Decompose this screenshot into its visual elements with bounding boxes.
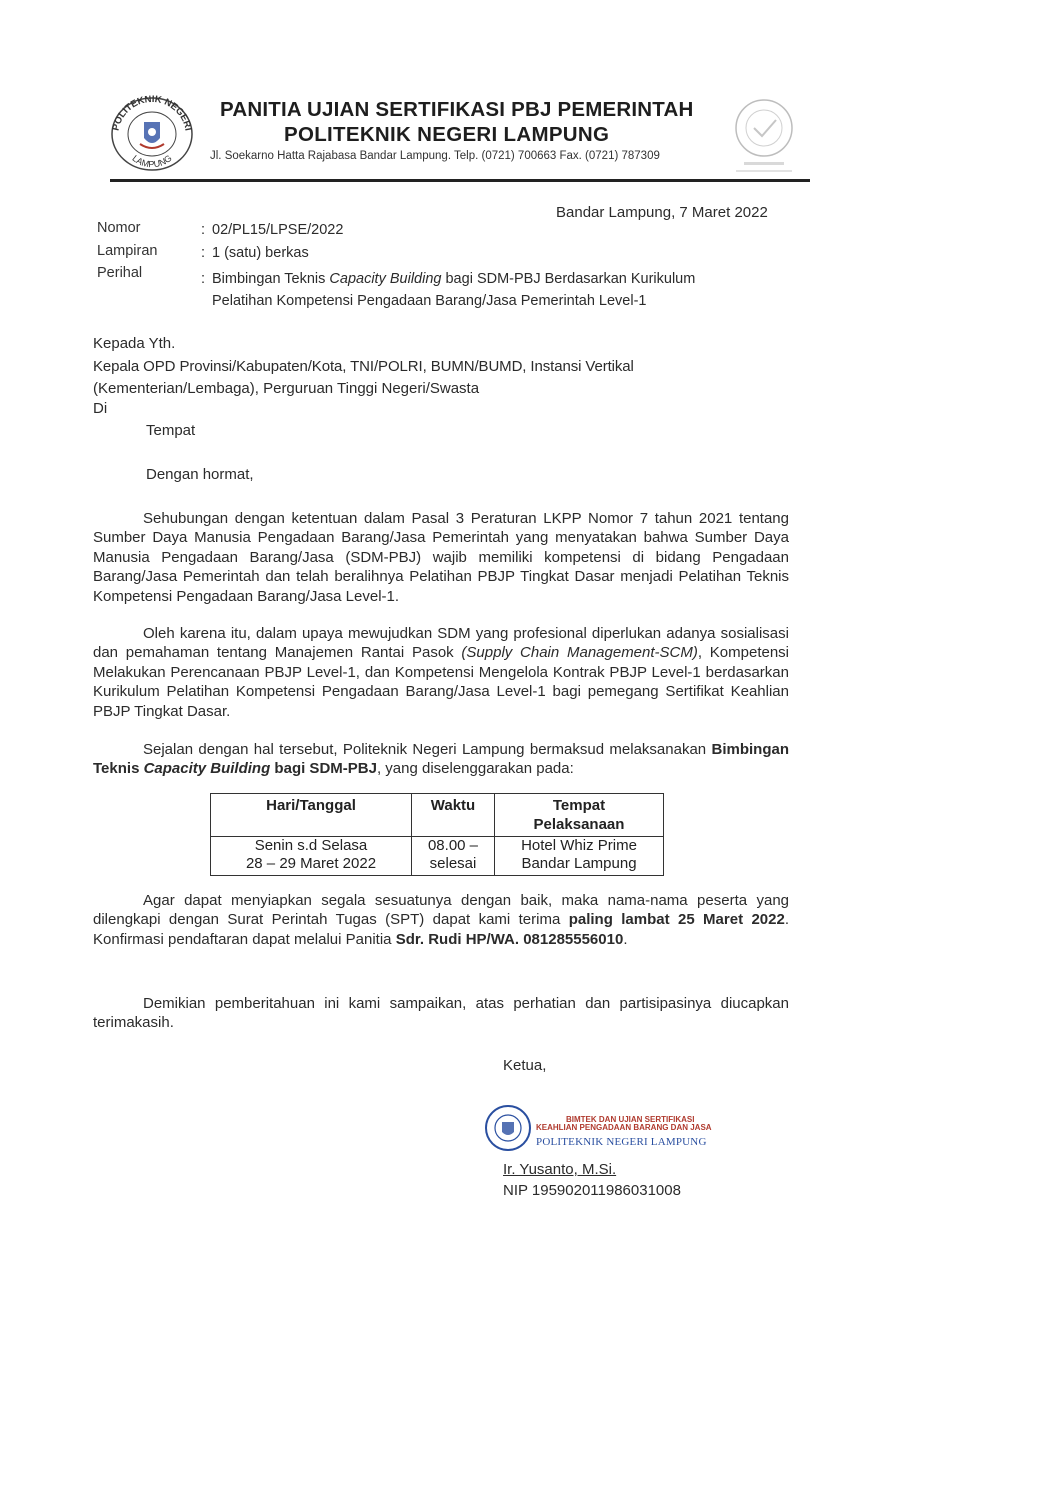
paragraph-4: [93, 891, 789, 949]
schedule-header-row: [211, 794, 664, 837]
org-address: Jl. Soekarno Hatta Rajabasa Bandar Lampung. Telp. (0721) 700663 Fax. (0721) 787309: [210, 150, 660, 162]
lampiran-label: Lampiran: [97, 243, 158, 259]
nomor-label: Nomor: [97, 220, 141, 236]
cell-place: [495, 837, 664, 876]
nomor-colon: :: [201, 222, 206, 238]
recipient-di: Di: [93, 400, 108, 417]
header-waktu: Waktu: [412, 794, 495, 837]
stamp-seal-icon: [484, 1104, 532, 1152]
schedule-row: [211, 837, 664, 876]
paragraph-4-post: .: [623, 930, 628, 948]
paragraph-4-bold1: paling lambat 25 Maret 2022: [568, 911, 785, 929]
header-tempat: [495, 794, 664, 837]
paragraph-3: [93, 740, 789, 779]
org-name-line2: POLITEKNIK NEGERI LAMPUNG: [284, 123, 610, 146]
paragraph-2: [93, 624, 789, 721]
header-tempat-text: Tempat Pelaksanaan: [533, 797, 625, 833]
greeting: Dengan hormat,: [146, 466, 254, 483]
paragraph-4-pre: Agar dapat menyiapkan segala sesuatunya dengan baik, maka nama-nama peserta yang dilengkapi dengan Surat Perintah Tugas (SPT) dapat kami terima: [93, 892, 789, 929]
cell-time-line2: selesai: [429, 855, 477, 872]
paragraph-2-post: , Kompetensi Melakukan Perencanaan PBJP Level-1, dan Kompetensi Mengelola Kontrak PBJP Level-1 berdasarkan Kurikulum Pelatihan Kompetensi Pengadaan Barang/Jasa Level-1 bagi pemegang Sertifikat Keahlian PBJP Tingkat Dasar.: [93, 644, 790, 720]
cell-time-line1: 08.00 –: [427, 837, 479, 854]
paragraph-3-bold1: Bimbingan Teknis: [93, 741, 789, 778]
paragraph-2-italic: (Supply Chain Management-SCM): [461, 644, 698, 662]
paragraph-5: [93, 994, 789, 1033]
paragraph-1-text: Sehubungan dengan ketentuan dalam Pasal 3 Peraturan LKPP Nomor 7 tahun 2021 tentang Sumber Daya Manusia Pengadaan Barang/Jasa Pemerintah yang menyatakan bahwa Sumber Daya Manusia Pengadaan Barang/Jasa (SDM-PBJ) wajib memiliki kompetensi di bidang Pengadaan Barang/Jasa Pemerintah dan telah beralihnya Pelatihan PBJP Tingkat Dasar menjadi Pelatihan Teknis Kompetensi Pengadaan Barang/Jasa Level-1.: [93, 510, 789, 605]
perihal-value: [212, 271, 695, 287]
paragraph-1: [93, 509, 789, 606]
logo-text-top: POLITEKNIK NEGERI: [110, 93, 194, 132]
lampiran-colon: :: [201, 245, 206, 261]
stamp-text-line3: POLITEKNIK NEGERI LAMPUNG: [536, 1136, 707, 1148]
signer-name: Ir. Yusanto, M.Si.: [503, 1161, 617, 1178]
cell-day: [211, 837, 412, 876]
cell-place-line2: Bandar Lampung: [521, 855, 637, 872]
letterhead-divider: [110, 179, 810, 182]
paragraph-3-bold-italic: Capacity Building: [143, 760, 271, 778]
perihal-italic: Capacity Building: [329, 271, 442, 287]
paragraph-3-bold2: bagi SDM-PBJ: [270, 760, 377, 778]
paragraph-5-text: Demikian pemberitahuan ini kami sampaikan, atas perhatian dan partisipasinya diucapkan terimakasih.: [93, 995, 789, 1032]
perihal-value-line2: Pelatihan Kompetensi Pengadaan Barang/Jasa Pemerintah Level-1: [212, 293, 647, 309]
perihal-colon: :: [201, 271, 206, 287]
letter-date: Bandar Lampung, 7 Maret 2022: [556, 204, 768, 221]
logo-text-bottom: LAMPUNG: [130, 152, 174, 170]
paragraph-4-mid: . Konfirmasi pendaftaran dapat melalui Panitia: [93, 911, 789, 948]
certification-logo-icon: [728, 96, 800, 178]
perihal-pre: Bimbingan Teknis: [212, 271, 330, 287]
paragraph-2-pre: Oleh karena itu, dalam upaya mewujudkan SDM yang profesional diperlukan adanya sosialisasi dan pemahaman tentang Manajemen Rantai Pasok: [93, 625, 789, 662]
paragraph-3-post: , yang diselenggarakan pada:: [376, 760, 574, 778]
recipient-line1: Kepala OPD Provinsi/Kabupaten/Kota, TNI/POLRI, BUMN/BUMD, Instansi Vertikal: [93, 358, 634, 375]
signature-title: Ketua,: [503, 1057, 547, 1074]
cell-day-line2: 28 – 29 Maret 2022: [245, 855, 377, 872]
recipient-line2: (Kementerian/Lembaga), Perguruan Tinggi Negeri/Swasta: [93, 380, 480, 397]
nomor-value: 02/PL15/LPSE/2022: [212, 222, 344, 238]
paragraph-4-bold2: Sdr. Rudi HP/WA. 081285556010: [395, 930, 624, 948]
cell-day-line1: Senin s.d Selasa: [254, 837, 368, 854]
paragraph-3-pre: Sejalan dengan hal tersebut, Politeknik Negeri Lampung bermaksud melaksanakan: [143, 741, 712, 758]
polinela-logo-icon: [104, 92, 200, 174]
org-name-line1: PANITIA UJIAN SERTIFIKASI PBJ PEMERINTAH: [220, 98, 694, 121]
recipient-tempat: Tempat: [146, 422, 196, 439]
cell-time: [412, 837, 495, 876]
stamp-text-line2: KEAHLIAN PENGADAAN BARANG DAN JASA: [536, 1123, 712, 1132]
recipient-kepada: Kepada Yth.: [93, 335, 176, 352]
stamp-text-line1: BIMTEK DAN UJIAN SERTIFIKASI: [566, 1115, 695, 1124]
lampiran-value: 1 (satu) berkas: [212, 245, 309, 261]
perihal-label: Perihal: [97, 265, 143, 281]
signer-nip: NIP 195902011986031008: [503, 1182, 681, 1199]
header-hari-tanggal: Hari/Tanggal: [211, 794, 412, 837]
schedule-table: [210, 793, 664, 876]
perihal-post: bagi SDM-PBJ Berdasarkan Kurikulum: [441, 271, 696, 287]
cell-place-line1: Hotel Whiz Prime: [521, 837, 637, 854]
